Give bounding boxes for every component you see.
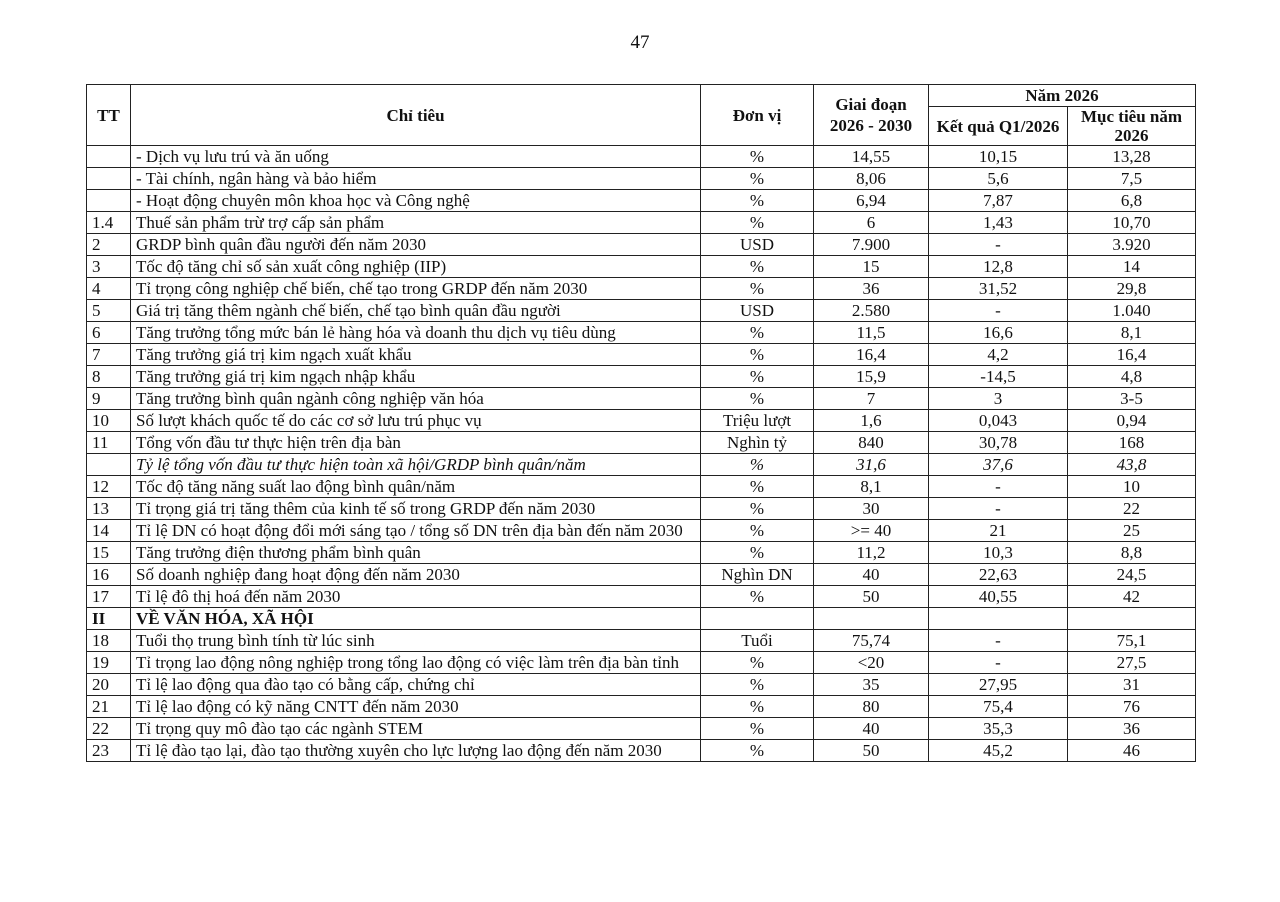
cell-result-q1: 31,52 — [929, 278, 1068, 300]
cell-indicator: Tăng trưởng điện thương phẩm bình quân — [131, 542, 701, 564]
cell-target — [1068, 608, 1196, 630]
table-row — [87, 652, 1196, 674]
cell-indicator: Tỉ lệ DN có hoạt động đổi mới sáng tạo / tổng số DN trên địa bàn đến năm 2030 — [131, 520, 701, 542]
cell-unit: % — [701, 542, 814, 564]
cell-indicator: Tăng trưởng giá trị kim ngạch nhập khẩu — [131, 366, 701, 388]
cell-tt: 12 — [87, 476, 131, 498]
cell-unit: % — [701, 674, 814, 696]
cell-indicator: Tốc độ tăng chỉ số sản xuất công nghiệp (IIP) — [131, 256, 701, 278]
cell-period: 36 — [814, 278, 929, 300]
table-row — [87, 740, 1196, 762]
cell-tt: 9 — [87, 388, 131, 410]
cell-target: 14 — [1068, 256, 1196, 278]
cell-unit: % — [701, 520, 814, 542]
indicators-table — [86, 84, 1196, 762]
cell-indicator: Tỉ lệ lao động qua đào tạo có bằng cấp, chứng chỉ — [131, 674, 701, 696]
cell-indicator: Tổng vốn đầu tư thực hiện trên địa bàn — [131, 432, 701, 454]
cell-result-q1: 22,63 — [929, 564, 1068, 586]
table-row — [87, 322, 1196, 344]
cell-result-q1: - — [929, 476, 1068, 498]
cell-result-q1: -14,5 — [929, 366, 1068, 388]
cell-unit: % — [701, 454, 814, 476]
table-row — [87, 520, 1196, 542]
cell-indicator: Tỉ lệ đô thị hoá đến năm 2030 — [131, 586, 701, 608]
cell-indicator: - Dịch vụ lưu trú và ăn uống — [131, 146, 701, 168]
cell-result-q1: 45,2 — [929, 740, 1068, 762]
cell-indicator: - Tài chính, ngân hàng và bảo hiểm — [131, 168, 701, 190]
cell-indicator: Giá trị tăng thêm ngành chế biến, chế tạo bình quân đầu người — [131, 300, 701, 322]
cell-target: 75,1 — [1068, 630, 1196, 652]
cell-unit: % — [701, 476, 814, 498]
cell-result-q1: 1,43 — [929, 212, 1068, 234]
table-row — [87, 168, 1196, 190]
cell-result-q1: 16,6 — [929, 322, 1068, 344]
cell-period: 30 — [814, 498, 929, 520]
cell-target: 8,8 — [1068, 542, 1196, 564]
cell-tt: 7 — [87, 344, 131, 366]
table-row — [87, 630, 1196, 652]
table-header — [87, 85, 1196, 146]
cell-tt: 23 — [87, 740, 131, 762]
cell-unit: % — [701, 344, 814, 366]
cell-result-q1: 27,95 — [929, 674, 1068, 696]
cell-period: 7.900 — [814, 234, 929, 256]
table-row — [87, 190, 1196, 212]
cell-indicator: Tỉ trọng quy mô đào tạo các ngành STEM — [131, 718, 701, 740]
cell-period: 50 — [814, 740, 929, 762]
cell-tt: 5 — [87, 300, 131, 322]
cell-period: <20 — [814, 652, 929, 674]
cell-unit: Nghìn DN — [701, 564, 814, 586]
cell-target: 76 — [1068, 696, 1196, 718]
cell-target: 36 — [1068, 718, 1196, 740]
cell-indicator: Tỉ trọng giá trị tăng thêm của kinh tế số trong GRDP đến năm 2030 — [131, 498, 701, 520]
cell-target: 3-5 — [1068, 388, 1196, 410]
table-row — [87, 410, 1196, 432]
cell-unit: % — [701, 212, 814, 234]
table-row — [87, 256, 1196, 278]
cell-period — [814, 608, 929, 630]
cell-tt: 16 — [87, 564, 131, 586]
cell-period: 11,5 — [814, 322, 929, 344]
header-unit: Đơn vị — [701, 85, 814, 146]
cell-unit: % — [701, 278, 814, 300]
cell-target: 6,8 — [1068, 190, 1196, 212]
cell-tt: 3 — [87, 256, 131, 278]
cell-result-q1: 3 — [929, 388, 1068, 410]
table-row — [87, 718, 1196, 740]
cell-tt: 11 — [87, 432, 131, 454]
cell-target: 27,5 — [1068, 652, 1196, 674]
cell-period: 75,74 — [814, 630, 929, 652]
table-row — [87, 344, 1196, 366]
cell-tt: 17 — [87, 586, 131, 608]
table-row — [87, 432, 1196, 454]
cell-period: >= 40 — [814, 520, 929, 542]
cell-indicator: Tuổi thọ trung bình tính từ lúc sinh — [131, 630, 701, 652]
cell-indicator: - Hoạt động chuyên môn khoa học và Công nghệ — [131, 190, 701, 212]
cell-period: 14,55 — [814, 146, 929, 168]
cell-result-q1: - — [929, 652, 1068, 674]
cell-tt: 13 — [87, 498, 131, 520]
cell-indicator: Tốc độ tăng năng suất lao động bình quân/năm — [131, 476, 701, 498]
cell-target: 46 — [1068, 740, 1196, 762]
cell-indicator: Tăng trưởng tổng mức bán lẻ hàng hóa và doanh thu dịch vụ tiêu dùng — [131, 322, 701, 344]
cell-period: 15,9 — [814, 366, 929, 388]
table-row — [87, 564, 1196, 586]
cell-result-q1: 40,55 — [929, 586, 1068, 608]
cell-unit: Triệu lượt — [701, 410, 814, 432]
cell-unit: % — [701, 366, 814, 388]
cell-period: 31,6 — [814, 454, 929, 476]
cell-result-q1: 0,043 — [929, 410, 1068, 432]
cell-period: 8,1 — [814, 476, 929, 498]
cell-target: 31 — [1068, 674, 1196, 696]
cell-target: 10,70 — [1068, 212, 1196, 234]
cell-unit: % — [701, 498, 814, 520]
cell-indicator: GRDP bình quân đầu người đến năm 2030 — [131, 234, 701, 256]
table-row — [87, 366, 1196, 388]
cell-indicator: VỀ VĂN HÓA, XÃ HỘI — [131, 608, 701, 630]
cell-unit: % — [701, 586, 814, 608]
cell-indicator: Tỷ lệ tổng vốn đầu tư thực hiện toàn xã hội/GRDP bình quân/năm — [131, 454, 701, 476]
cell-indicator: Số doanh nghiệp đang hoạt động đến năm 2030 — [131, 564, 701, 586]
cell-tt: 8 — [87, 366, 131, 388]
cell-unit: % — [701, 146, 814, 168]
cell-target: 10 — [1068, 476, 1196, 498]
cell-target: 13,28 — [1068, 146, 1196, 168]
cell-period: 50 — [814, 586, 929, 608]
cell-tt: 22 — [87, 718, 131, 740]
cell-tt: 14 — [87, 520, 131, 542]
table-row — [87, 388, 1196, 410]
cell-unit: % — [701, 322, 814, 344]
cell-target: 1.040 — [1068, 300, 1196, 322]
header-target-year: Mục tiêu năm 2026 — [1068, 107, 1196, 146]
cell-target: 24,5 — [1068, 564, 1196, 586]
cell-result-q1: 21 — [929, 520, 1068, 542]
cell-unit: USD — [701, 300, 814, 322]
cell-tt — [87, 168, 131, 190]
cell-tt — [87, 146, 131, 168]
cell-period: 2.580 — [814, 300, 929, 322]
table-row — [87, 454, 1196, 476]
table-row — [87, 212, 1196, 234]
cell-result-q1: 5,6 — [929, 168, 1068, 190]
cell-result-q1: 75,4 — [929, 696, 1068, 718]
cell-tt — [87, 190, 131, 212]
cell-result-q1: - — [929, 498, 1068, 520]
header-period-text: Giai đoạn 2026 - 2030 — [829, 95, 913, 135]
header-result-q1: Kết quả Q1/2026 — [929, 107, 1068, 146]
cell-tt: 6 — [87, 322, 131, 344]
cell-target: 22 — [1068, 498, 1196, 520]
cell-unit — [701, 608, 814, 630]
cell-unit: % — [701, 740, 814, 762]
cell-target: 16,4 — [1068, 344, 1196, 366]
cell-target: 4,8 — [1068, 366, 1196, 388]
cell-result-q1 — [929, 608, 1068, 630]
cell-tt: II — [87, 608, 131, 630]
cell-indicator: Thuế sản phẩm trừ trợ cấp sản phẩm — [131, 212, 701, 234]
table-row — [87, 542, 1196, 564]
cell-indicator: Tăng trưởng giá trị kim ngạch xuất khẩu — [131, 344, 701, 366]
section-row — [87, 608, 1196, 630]
cell-unit: Nghìn tỷ — [701, 432, 814, 454]
cell-target: 43,8 — [1068, 454, 1196, 476]
cell-tt: 2 — [87, 234, 131, 256]
cell-tt: 21 — [87, 696, 131, 718]
cell-indicator: Tỉ lệ đào tạo lại, đào tạo thường xuyên cho lực lượng lao động đến năm 2030 — [131, 740, 701, 762]
cell-tt: 18 — [87, 630, 131, 652]
cell-result-q1: - — [929, 630, 1068, 652]
cell-period: 11,2 — [814, 542, 929, 564]
cell-unit: USD — [701, 234, 814, 256]
table-row — [87, 300, 1196, 322]
cell-period: 6 — [814, 212, 929, 234]
cell-indicator: Tỉ trọng lao động nông nghiệp trong tổng lao động có việc làm trên địa bàn tỉnh — [131, 652, 701, 674]
table-row — [87, 278, 1196, 300]
cell-target: 8,1 — [1068, 322, 1196, 344]
cell-target: 42 — [1068, 586, 1196, 608]
table-row — [87, 234, 1196, 256]
table-body — [87, 146, 1196, 762]
cell-unit: % — [701, 168, 814, 190]
cell-period: 6,94 — [814, 190, 929, 212]
cell-indicator: Tăng trưởng bình quân ngành công nghiệp văn hóa — [131, 388, 701, 410]
cell-period: 840 — [814, 432, 929, 454]
page-number: 47 — [630, 32, 650, 53]
cell-tt: 20 — [87, 674, 131, 696]
cell-target: 7,5 — [1068, 168, 1196, 190]
cell-result-q1: 30,78 — [929, 432, 1068, 454]
cell-target: 25 — [1068, 520, 1196, 542]
cell-result-q1: 12,8 — [929, 256, 1068, 278]
cell-indicator: Số lượt khách quốc tế do các cơ sở lưu trú phục vụ — [131, 410, 701, 432]
cell-unit: % — [701, 190, 814, 212]
cell-unit: % — [701, 718, 814, 740]
table-row — [87, 586, 1196, 608]
cell-period: 8,06 — [814, 168, 929, 190]
cell-target: 0,94 — [1068, 410, 1196, 432]
cell-result-q1: 7,87 — [929, 190, 1068, 212]
cell-indicator: Tỉ lệ lao động có kỹ năng CNTT đến năm 2030 — [131, 696, 701, 718]
cell-unit: % — [701, 388, 814, 410]
header-year-group: Năm 2026 — [929, 85, 1196, 107]
table-row — [87, 146, 1196, 168]
cell-period: 16,4 — [814, 344, 929, 366]
cell-result-q1: 37,6 — [929, 454, 1068, 476]
cell-period: 35 — [814, 674, 929, 696]
cell-tt: 1.4 — [87, 212, 131, 234]
cell-indicator: Tỉ trọng công nghiệp chế biến, chế tạo trong GRDP đến năm 2030 — [131, 278, 701, 300]
table-row — [87, 498, 1196, 520]
cell-result-q1: - — [929, 234, 1068, 256]
cell-tt: 15 — [87, 542, 131, 564]
cell-unit: % — [701, 652, 814, 674]
cell-tt — [87, 454, 131, 476]
cell-result-q1: 10,15 — [929, 146, 1068, 168]
cell-unit: Tuổi — [701, 630, 814, 652]
table-row — [87, 674, 1196, 696]
table-row — [87, 476, 1196, 498]
cell-tt: 19 — [87, 652, 131, 674]
header-period — [814, 85, 929, 146]
cell-result-q1: 10,3 — [929, 542, 1068, 564]
cell-period: 40 — [814, 564, 929, 586]
cell-period: 1,6 — [814, 410, 929, 432]
cell-target: 168 — [1068, 432, 1196, 454]
cell-tt: 10 — [87, 410, 131, 432]
cell-result-q1: - — [929, 300, 1068, 322]
cell-target: 29,8 — [1068, 278, 1196, 300]
cell-period: 7 — [814, 388, 929, 410]
cell-target: 3.920 — [1068, 234, 1196, 256]
cell-period: 40 — [814, 718, 929, 740]
header-indicator: Chỉ tiêu — [131, 85, 701, 146]
header-tt: TT — [87, 85, 131, 146]
table-row — [87, 696, 1196, 718]
cell-period: 15 — [814, 256, 929, 278]
cell-tt: 4 — [87, 278, 131, 300]
cell-unit: % — [701, 256, 814, 278]
cell-period: 80 — [814, 696, 929, 718]
cell-result-q1: 35,3 — [929, 718, 1068, 740]
cell-unit: % — [701, 696, 814, 718]
cell-result-q1: 4,2 — [929, 344, 1068, 366]
